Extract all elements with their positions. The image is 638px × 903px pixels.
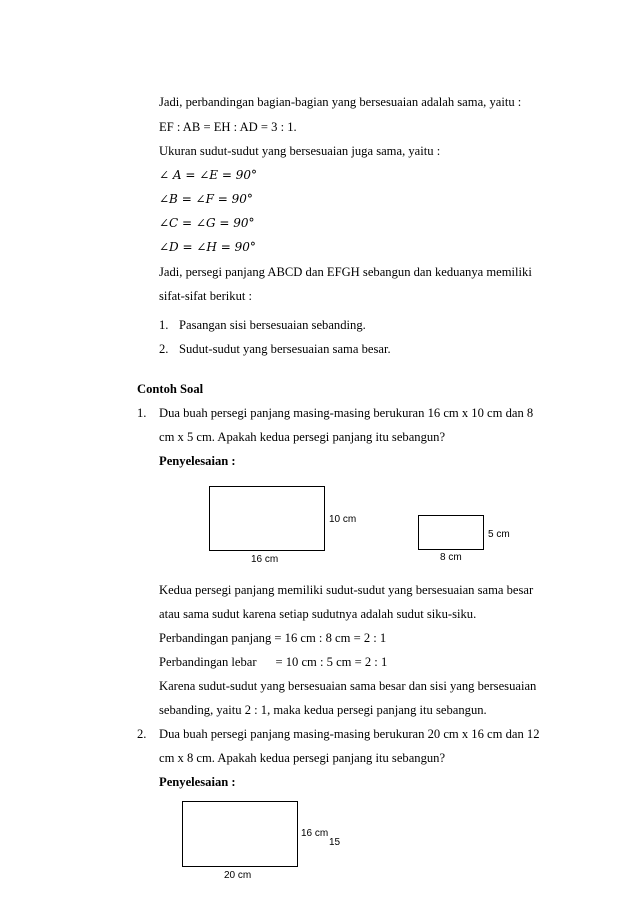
property-number: 2. <box>159 342 169 356</box>
solution-line: sebanding, yaitu 2 : 1, maka kedua persegi panjang itu sebangun. <box>159 703 487 717</box>
ratio-line: EF : AB = EH : AD = 3 : 1. <box>159 120 297 134</box>
angle-equation: ∠ A = ∠E = 90° <box>159 168 257 182</box>
property-text: Pasangan sisi bersesuaian sebanding. <box>179 318 366 332</box>
solution-line: Kedua persegi panjang memiliki sudut-sudut yang bersesuaian sama besar <box>159 583 534 597</box>
question-1-line-1: Dua buah persegi panjang masing-masing berukuran 16 cm x 10 cm dan 8 <box>159 406 534 420</box>
dimension-label: 16 cm <box>251 554 279 565</box>
solution-heading: Penyelesaian : <box>159 454 236 468</box>
small-rectangle <box>418 515 484 550</box>
section-heading: Contoh Soal <box>137 382 204 396</box>
large-rectangle <box>209 486 325 551</box>
question-number: 1. <box>137 406 147 420</box>
property-number: 1. <box>159 318 169 332</box>
dimension-label: 20 cm <box>224 870 252 881</box>
solution-line: Perbandingan panjang = 16 cm : 8 cm = 2 : 1 <box>159 631 387 645</box>
solution-line: Perbandingan lebar = 10 cm : 5 cm = 2 : 1 <box>159 655 388 669</box>
intro-line-3: Ukuran sudut-sudut yang bersesuaian juga sama, yaitu : <box>159 144 441 158</box>
angle-equation: ∠B = ∠F = 90° <box>159 192 253 206</box>
dimension-label: 10 cm <box>329 514 357 525</box>
question-2-line-1: Dua buah persegi panjang masing-masing berukuran 20 cm x 16 cm dan 12 <box>159 727 540 741</box>
property-text: Sudut-sudut yang bersesuaian sama besar. <box>179 342 391 356</box>
page-number: 15 <box>329 837 341 848</box>
intro-line-1: Jadi, perbandingan bagian-bagian yang bersesuaian adalah sama, yaitu : <box>159 95 522 109</box>
angle-equation: ∠C = ∠G = 90° <box>159 216 255 230</box>
solution-line: atau sama sudut karena setiap sudutnya adalah sudut siku-siku. <box>159 607 477 621</box>
question-2-line-2: cm x 8 cm. Apakah kedua persegi panjang itu sebangun? <box>159 751 446 765</box>
dimension-label: 8 cm <box>440 552 462 563</box>
dimension-label: 5 cm <box>488 529 510 540</box>
question-1-line-2: cm x 5 cm. Apakah kedua persegi panjang itu sebangun? <box>159 430 446 444</box>
conclusion-line-2: sifat-sifat berikut : <box>159 289 253 303</box>
question-number: 2. <box>137 727 147 741</box>
solution-heading: Penyelesaian : <box>159 775 236 789</box>
large-rectangle <box>182 801 298 867</box>
solution-line: Karena sudut-sudut yang bersesuaian sama besar dan sisi yang bersesuaian <box>159 679 537 693</box>
dimension-label: 16 cm <box>301 828 329 839</box>
conclusion-line-1: Jadi, persegi panjang ABCD dan EFGH sebangun dan keduanya memiliki <box>159 265 532 279</box>
angle-equation: ∠D = ∠H = 90° <box>159 240 256 254</box>
